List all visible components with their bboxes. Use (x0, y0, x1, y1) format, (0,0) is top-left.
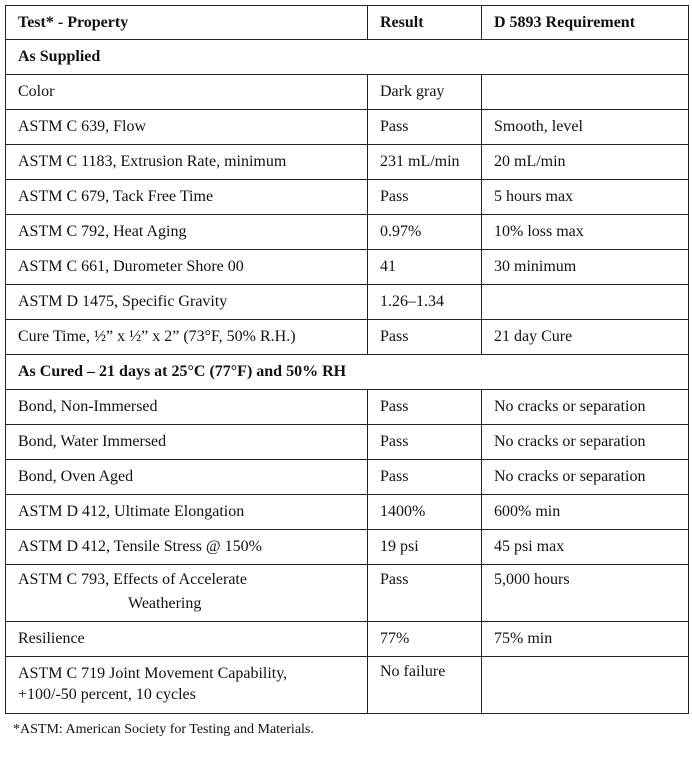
result-cell: 19 psi (368, 530, 482, 565)
table-row-joint-movement (6, 657, 689, 714)
property-cell (6, 657, 368, 714)
requirement-cell: 20 mL/min (482, 145, 689, 180)
property-cell: ASTM C 661, Durometer Shore 00 (6, 250, 368, 285)
property-cell: ASTM D 412, Ultimate Elongation (6, 495, 368, 530)
property-cell: ASTM C 679, Tack Free Time (6, 180, 368, 215)
property-line-1: ASTM C 719 Joint Movement Capability, (18, 665, 288, 682)
requirement-cell: 5 hours max (482, 180, 689, 215)
property-line-2: Weathering (128, 595, 202, 612)
property-cell: Bond, Oven Aged (6, 460, 368, 495)
result-cell: 0.97% (368, 215, 482, 250)
result-cell: Pass (368, 390, 482, 425)
property-cell: Cure Time, ½” x ½” x 2” (73°F, 50% R.H.) (6, 320, 368, 355)
table-row (6, 215, 689, 250)
property-cell: ASTM D 412, Tensile Stress @ 150% (6, 530, 368, 565)
requirement-cell (482, 285, 689, 320)
requirement-cell (482, 657, 689, 714)
result-cell: No failure (368, 657, 482, 714)
property-cell: ASTM C 792, Heat Aging (6, 215, 368, 250)
property-cell: Resilience (6, 622, 368, 657)
requirement-cell: 600% min (482, 495, 689, 530)
requirement-cell: 10% loss max (482, 215, 689, 250)
requirement-cell: 75% min (482, 622, 689, 657)
section-title: As Cured – 21 days at 25°C (77°F) and 50% RH (6, 355, 689, 390)
header-row (6, 6, 689, 40)
requirement-cell: 21 day Cure (482, 320, 689, 355)
result-cell: 77% (368, 622, 482, 657)
table-row (6, 285, 689, 320)
requirement-cell: No cracks or separation (482, 460, 689, 495)
table-row (6, 180, 689, 215)
table-row (6, 460, 689, 495)
table-row-weathering (6, 565, 689, 622)
table-row (6, 390, 689, 425)
footnote: *ASTM: American Society for Testing and Materials. (13, 722, 314, 737)
property-cell (6, 565, 368, 622)
requirement-cell (482, 75, 689, 110)
property-line-1: ASTM C 793, Effects of Accelerate (18, 571, 247, 588)
table-row (6, 320, 689, 355)
section-title: As Supplied (6, 40, 689, 75)
result-cell: Pass (368, 565, 482, 622)
result-cell: Pass (368, 460, 482, 495)
result-cell: Pass (368, 110, 482, 145)
property-cell: ASTM C 1183, Extrusion Rate, minimum (6, 145, 368, 180)
section-row (6, 355, 689, 390)
requirement-cell: Smooth, level (482, 110, 689, 145)
requirement-cell: 45 psi max (482, 530, 689, 565)
result-cell: Dark gray (368, 75, 482, 110)
table-row (6, 495, 689, 530)
header-requirement: D 5893 Requirement (482, 6, 689, 40)
table-row (6, 425, 689, 460)
table-row (6, 145, 689, 180)
property-cell: Color (6, 75, 368, 110)
table-row (6, 110, 689, 145)
result-cell: Pass (368, 425, 482, 460)
property-cell: ASTM C 639, Flow (6, 110, 368, 145)
section-row (6, 40, 689, 75)
table-row (6, 75, 689, 110)
property-cell: ASTM D 1475, Specific Gravity (6, 285, 368, 320)
property-cell: Bond, Non-Immersed (6, 390, 368, 425)
result-cell: 231 mL/min (368, 145, 482, 180)
result-cell: Pass (368, 320, 482, 355)
requirement-cell: No cracks or separation (482, 390, 689, 425)
property-line-2: +100/-50 percent, 10 cycles (18, 686, 196, 703)
requirement-cell: No cracks or separation (482, 425, 689, 460)
properties-table-container (5, 5, 688, 738)
properties-table (5, 5, 689, 714)
result-cell: Pass (368, 180, 482, 215)
table-row (6, 250, 689, 285)
header-property: Test* - Property (6, 6, 368, 40)
header-result: Result (368, 6, 482, 40)
result-cell: 1400% (368, 495, 482, 530)
property-cell: Bond, Water Immersed (6, 425, 368, 460)
result-cell: 1.26–1.34 (368, 285, 482, 320)
result-cell: 41 (368, 250, 482, 285)
requirement-cell: 5,000 hours (482, 565, 689, 622)
table-row-resilience (6, 622, 689, 657)
requirement-cell: 30 minimum (482, 250, 689, 285)
table-row (6, 530, 689, 565)
